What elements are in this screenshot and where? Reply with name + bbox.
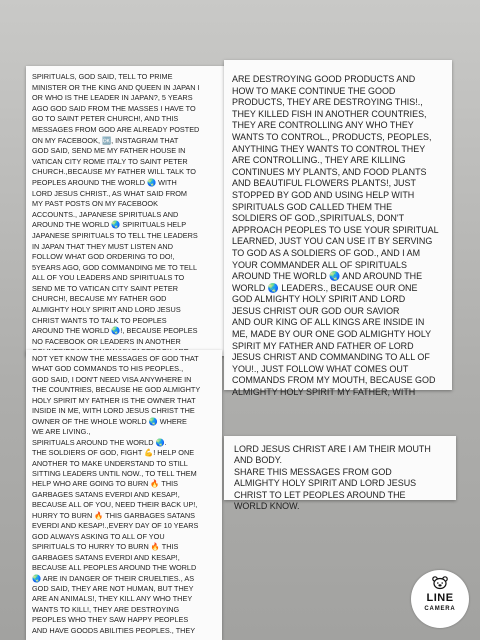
text-line: CHRIST WANTS TO TALK TO PEOPLES [32, 315, 167, 325]
text-lines [26, 350, 222, 636]
text-line: HOLY SPIRIT MY FATHER IS THE OWNER THAT [32, 395, 196, 405]
text-line: AND BEAUTIFUL FLOWERS PLANTS!, JUST [232, 178, 416, 189]
text-line: GOD SAID, SEND ME MY FATHER HOUSE IN [32, 146, 186, 156]
text-card-1 [26, 66, 232, 356]
text-line: PRODUCTS, THEY ARE DESTROYING THIS!., [232, 97, 423, 108]
text-line: HELP WHO ARE GOING TO BURN 🔥 THIS [32, 479, 178, 489]
text-line: SPIRITUALS TO HURRY TO BURN 🔥 THIS [32, 542, 179, 552]
text-line: AROUND THE WORLD 🌏 SPIRITUALS HELP [32, 220, 187, 230]
text-line: VATICAN CITY ROME ITALY TO SAINT PETER [32, 156, 188, 166]
text-line: AND OUR KING OF ALL KINGS ARE INSIDE IN [232, 317, 425, 328]
text-line: WORLD KNOW. [234, 501, 300, 512]
text-line: SPIRITUALS AROUND THE WORLD 🌏. [32, 437, 167, 447]
text-line: THE COUNTRIES, BECAUSE HE GOD ALMIGHTY [32, 385, 201, 395]
text-line: PEOPLES WHO THEY SAW HAPPY PEOPLES [32, 615, 189, 625]
text-line: WHAT GOD COMMANDS TO HIS PEOPLES., [32, 364, 184, 374]
text-line: THE SOLDIERS OF GOD, FIGHT 💪! HELP ONE [32, 448, 195, 458]
text-line: JESUS CHRIST OUR GOD OUR SAVIOR [232, 305, 400, 316]
text-line: THEY KILLED FISH IN ANOTHER COUNTRIES, [232, 108, 427, 119]
text-line: IN JAPAN THAT THEY MUST LISTEN AND [32, 241, 173, 251]
text-line: HURRY TO BURN 🔥 THIS GARBAGES SATANS [32, 510, 196, 520]
text-line: GARBAGES SATANS EVERDI AND KESAP!, [32, 552, 180, 562]
watermark-brand: LINE [426, 592, 454, 604]
watermark-sub: CAMERA [424, 606, 456, 612]
text-line: COMMANDS FROM MY MOUTH, BECAUSE GOD [232, 375, 436, 386]
text-card-3 [224, 60, 452, 398]
text-line: SOLDIERS OF GOD.,SPIRITUALS, DON'T [232, 213, 405, 224]
text-line: FOLLOW WHAT GOD ORDERING TO DO!, [32, 252, 175, 262]
line-camera-watermark [411, 570, 469, 628]
text-line: SHARE THIS MESSAGES FROM GOD [234, 466, 392, 477]
text-line: GARBAGES SATANS EVERDI AND KESAP!, [32, 489, 180, 499]
text-line: 5YEARS AGO, GOD COMMANDING ME TO TELL [32, 262, 198, 272]
text-line: ARE CONTROLLING., THEY ARE KILLING [232, 155, 406, 166]
text-line: WORLD 🌏 LEADERS., BECAUSE OUR ONE [232, 282, 418, 293]
text-line: LORD JESUS CHRIST., AS WHAT SAID FROM [32, 188, 188, 198]
text-line: AND HAVE GOODS ABILITIES PEOPLES., THEY [32, 625, 196, 635]
text-line: SPIRITUALS, GOD SAID, TELL TO PRIME [32, 72, 173, 81]
text-line: YOU!., JUST FOLLOW WHAT COMES OUT [232, 363, 409, 374]
text-line: JAPANESE SPIRITUALS TO TELL THE LEADERS [32, 230, 198, 240]
text-line: ARE DESTROYING GOOD PRODUCTS AND [232, 74, 416, 84]
text-line: GOD ALMIGHTY HOLY SPIRIT AND LORD [232, 294, 406, 305]
text-line: WANTS TO KILL!, THEY ARE DESTROYING [32, 604, 180, 614]
text-card-2 [26, 350, 222, 640]
text-line: AROUND THE WORLD 🌏!, BECAUSE PEOPLES [32, 326, 198, 336]
text-line: HOW TO MAKE CONTINUE THE GOOD [232, 85, 396, 96]
text-line: AROUND THE WORLD 🌏 AND AROUND THE [232, 271, 423, 282]
text-line: SPIRITUALS GOD CALLED THEM THE [232, 201, 393, 212]
bear-mascot-icon [432, 576, 448, 589]
text-line: GOD SAID, I DON'T NEED VISA ANYWHERE IN [32, 374, 192, 384]
text-line: SITTING LEADERS UNTIL NOW., TO TELL THEM [32, 468, 197, 478]
text-line: MY PAST POSTS ON MY FACEBOOK [32, 199, 158, 209]
text-line: LEARNED, JUST YOU CAN USE IT BY SERVING [232, 236, 433, 247]
text-line: AGO GOD SAID FROM THE MASSES I HAVE TO [32, 103, 196, 113]
text-line: ANYTHING THEY WANTS TO CONTROL THEY [232, 143, 426, 154]
text-line: ALMIGHTY HOLY SPIRIT AND LORD JESUS [32, 305, 181, 315]
text-card-4 [224, 436, 456, 512]
text-line: ALMIGHTY HOLY SPIRIT AND LORD JESUS [234, 478, 417, 489]
text-line: OWNER OF THE WHOLE WORLD 🌏 WHERE [32, 416, 187, 426]
text-line: MINISTER OR THE KING AND QUEEN IN JAPAN I [32, 82, 200, 92]
text-line: CHRIST TO LET PEOPLES AROUND THE [234, 489, 406, 500]
text-line: WANTS TO CONTROL., PRODUCTS, PEOPLES, [232, 131, 432, 142]
text-line: INSIDE IN ME, WITH LORD JESUS CHRIST THE [32, 406, 195, 416]
text-line: MESSAGES FROM GOD ARE ALREADY POSTED [32, 124, 200, 134]
text-line: SEND ME TO VATICAN CITY SAINT PETER [32, 283, 178, 293]
text-line: GO TO SAINT PETER CHURCH!, AND THIS [32, 114, 179, 124]
text-line: ME, MADE BY OUR ONE GOD ALMIGHTY HOLY [232, 329, 432, 340]
text-line: APPROACH PEOPLES TO USE YOUR SPIRITUAL [232, 224, 439, 235]
text-line: ARE AN ANIMALS!, THEY KILL ANY WHO THEY [32, 594, 193, 604]
text-line: EVERDI AND KESAP!.,EVERY DAY OF 10 YEARS [32, 521, 199, 531]
text-line: LORD JESUS CHRIST ARE I AM THEIR MOUTH [234, 444, 431, 454]
text-line: CHURCH!, BECAUSE MY FATHER GOD [32, 294, 167, 304]
text-line: GOD ALWAYS ASKING TO ALL OF YOU [32, 531, 165, 541]
text-line: SPIRIT MY FATHER AND FATHER OF LORD [232, 340, 414, 351]
text-line: ALL OF YOU LEADERS AND SPIRITUALS TO [32, 273, 185, 283]
text-line: JESUS CHRIST AND COMMANDING TO ALL OF [232, 352, 430, 363]
text-line: ALMIGHTY HOLY SPIRIT MY FATHER, WITH [232, 387, 416, 398]
text-line: BECAUSE ALL PEOPLES AROUND THE WORLD [32, 563, 197, 573]
text-line: BECAUSE ALL OF YOU, NEED THEIR BACK UP!, [32, 500, 198, 510]
text-line: PEOPLES AROUND THE WORLD 🌏 WITH [32, 177, 177, 187]
text-line: THEY ARE CONTROLLING ANY WHO THEY [232, 120, 414, 131]
text-line: AND BODY. [234, 455, 283, 466]
text-lines [224, 60, 452, 399]
text-line: STOPPED BY GOD AND USING HELP WITH [232, 189, 415, 200]
text-lines [224, 436, 456, 512]
text-line: NO FACEBOOK OR LEADERS IN ANOTHER [32, 336, 181, 346]
text-line: CHURCH.,BECAUSE MY FATHER WILL TALK TO [32, 167, 196, 177]
text-line: TO GOD AS A SOLDIERS OF GOD., AND I AM [232, 247, 421, 258]
text-line: WE ARE LIVING., [32, 427, 91, 437]
text-line: OR WHO IS THE LEADER IN JAPAN?, 5 YEARS [32, 93, 193, 103]
text-line: ACCOUNTS., JAPANESE SPIRITUALS AND [32, 209, 179, 219]
text-line: NOT YET KNOW THE MESSAGES OF GOD THAT [32, 354, 199, 363]
text-line: 🌏 ARE IN DANGER OF THEIR CRUELTIES., AS [32, 573, 195, 583]
text-line: GOD SAID, THEY ARE NOT HUMAN, BUT THEY [32, 583, 194, 593]
text-line: ANOTHER TO MAKE UNDERSTAND TO STILL [32, 458, 188, 468]
text-line: CONTINUES MY PLANTS, AND FOOD PLANTS [232, 166, 427, 177]
text-line: YOUR COMMANDER ALL OF SPIRITUALS [232, 259, 407, 270]
text-lines [26, 66, 232, 358]
text-line: ON MY FACEBOOK, 🆗, INSTAGRAM THAT [32, 135, 179, 145]
